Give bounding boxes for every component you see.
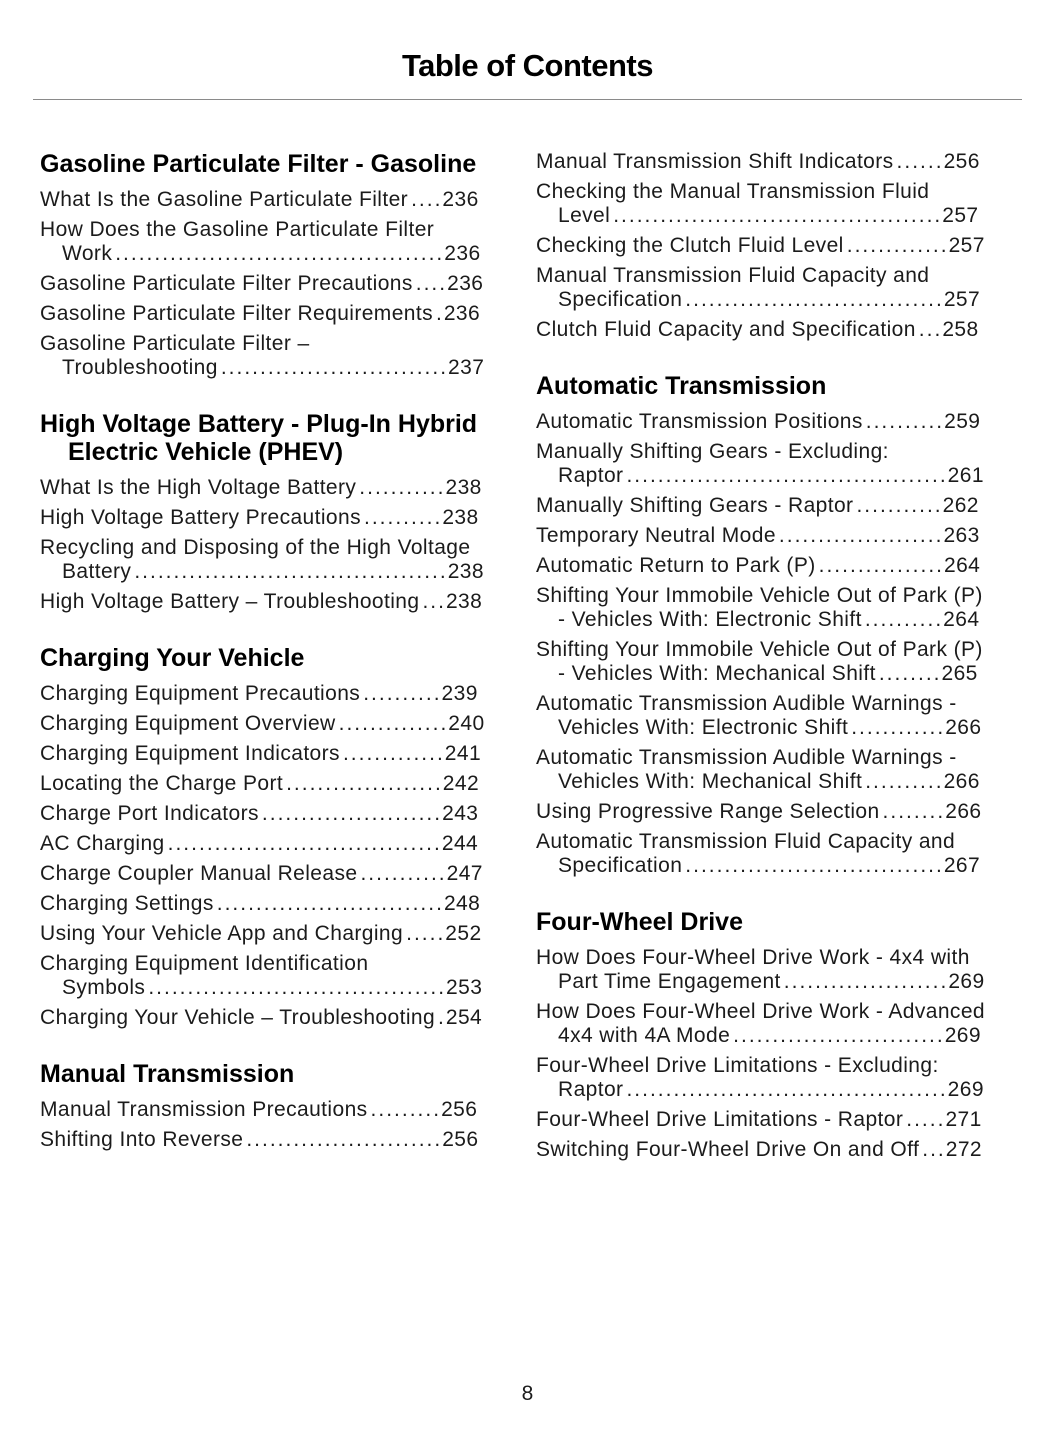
toc-entry-page: 259 bbox=[944, 410, 981, 433]
toc-entry bbox=[40, 506, 485, 530]
toc-entry-page: 254 bbox=[445, 1006, 483, 1029]
toc-entry bbox=[40, 272, 485, 296]
toc-entry-title: High Voltage Battery Precautions bbox=[40, 506, 361, 529]
dot-leader: ......... bbox=[370, 1098, 442, 1121]
toc-entry-title: Checking the Clutch Fluid Level bbox=[536, 234, 844, 257]
toc-section bbox=[536, 908, 985, 1162]
toc-entry bbox=[536, 264, 985, 312]
toc-section bbox=[536, 372, 985, 878]
toc-entry-page: 242 bbox=[442, 772, 480, 795]
section-heading: Automatic Transmission bbox=[536, 372, 827, 400]
toc-entry bbox=[536, 1138, 985, 1162]
toc-entry-page: 256 bbox=[441, 1098, 478, 1121]
toc-section bbox=[40, 644, 485, 1030]
toc-entry-page: 256 bbox=[442, 1128, 479, 1151]
toc-entry-title: Automatic Return to Park (P) bbox=[536, 554, 816, 577]
toc-entry-page: 269 bbox=[948, 970, 985, 993]
toc-entry-title: Manually Shifting Gears - Excluding: Raptor bbox=[536, 440, 889, 487]
toc-entry-title: Charging Your Vehicle – Troubleshooting bbox=[40, 1006, 436, 1029]
dot-leader: ......................... bbox=[246, 1128, 443, 1151]
dot-leader: ..... bbox=[406, 922, 446, 945]
dot-leader: ......................................... bbox=[626, 1078, 948, 1101]
toc-entry-page: 238 bbox=[445, 590, 483, 613]
toc-entry bbox=[536, 440, 985, 488]
toc-columns bbox=[0, 100, 1055, 1168]
dot-leader: .......................................... bbox=[613, 204, 943, 227]
toc-entry-page: 256 bbox=[943, 150, 980, 173]
toc-entry-page: 239 bbox=[441, 682, 478, 705]
toc-entry-title: What Is the High Voltage Battery bbox=[40, 476, 357, 499]
toc-entry bbox=[536, 554, 985, 578]
toc-section bbox=[40, 410, 485, 614]
toc-entry-page: 236 bbox=[443, 302, 481, 325]
dot-leader: ...... bbox=[896, 150, 944, 173]
dot-leader: ..................... bbox=[783, 970, 949, 993]
toc-entry bbox=[536, 946, 985, 994]
toc-entry-page: 238 bbox=[445, 476, 482, 499]
dot-leader: ... bbox=[922, 1138, 946, 1161]
toc-entry-page: 257 bbox=[943, 288, 981, 311]
toc-entry bbox=[536, 494, 985, 518]
toc-entry-title: Manually Shifting Gears - Raptor bbox=[536, 494, 854, 517]
toc-entry bbox=[40, 832, 485, 856]
toc-entry-title: Automatic Transmission Audible Warnings - Vehicles With: Electronic Shift bbox=[536, 692, 957, 739]
toc-entry-title: Four-Wheel Drive Limitations - Excluding: Raptor bbox=[536, 1054, 939, 1101]
dot-leader: .......... bbox=[363, 682, 442, 705]
toc-entry-title: Clutch Fluid Capacity and Specification bbox=[536, 318, 916, 341]
toc-entry-title: Gasoline Particulate Filter – Troubleshooting bbox=[40, 332, 310, 379]
section-heading: Charging Your Vehicle bbox=[40, 644, 305, 672]
toc-entry-page: 243 bbox=[442, 802, 479, 825]
toc-entry-title: Charging Equipment Precautions bbox=[40, 682, 361, 705]
toc-entry-title: Using Progressive Range Selection bbox=[536, 800, 880, 823]
dot-leader: ............ bbox=[851, 716, 946, 739]
toc-entry bbox=[40, 892, 485, 916]
dot-leader: ................ bbox=[818, 554, 944, 577]
dot-leader: ............................. bbox=[220, 356, 449, 379]
toc-entry-title: Manual Transmission Fluid Capacity and Specification bbox=[536, 264, 930, 311]
dot-leader: ....................... bbox=[261, 802, 443, 825]
dot-leader: ......................................... bbox=[626, 464, 948, 487]
toc-entry-page: 236 bbox=[447, 272, 484, 295]
toc-entry-page: 264 bbox=[943, 608, 980, 631]
section-heading: High Voltage Battery - Plug-In Hybrid Electric Vehicle (PHEV) bbox=[40, 410, 478, 466]
dot-leader: ..... bbox=[906, 1108, 946, 1131]
toc-entry bbox=[536, 410, 985, 434]
toc-entry bbox=[536, 830, 985, 878]
section-heading: Four-Wheel Drive bbox=[536, 908, 743, 936]
toc-entry-page: 248 bbox=[443, 892, 481, 915]
toc-entry bbox=[40, 302, 485, 326]
toc-entry-page: 238 bbox=[447, 560, 484, 583]
toc-section bbox=[40, 150, 485, 380]
toc-entry-page: 263 bbox=[943, 524, 980, 547]
toc-entry bbox=[40, 1006, 485, 1030]
toc-entry-page: 241 bbox=[444, 742, 482, 765]
toc-entry-title: Shifting Into Reverse bbox=[40, 1128, 244, 1151]
toc-entry-title: Automatic Transmission Fluid Capacity and Specification bbox=[536, 830, 956, 877]
page-title: Table of Contents bbox=[402, 48, 653, 83]
toc-entry bbox=[40, 682, 485, 706]
toc-entry bbox=[40, 802, 485, 826]
toc-entry bbox=[536, 150, 985, 174]
toc-section bbox=[536, 150, 985, 342]
dot-leader: .......... bbox=[865, 770, 944, 793]
toc-entry-title: Charging Equipment Identification Symbols bbox=[40, 952, 369, 999]
toc-entry-title: Automatic Transmission Audible Warnings - Vehicles With: Mechanical Shift bbox=[536, 746, 957, 793]
toc-entry-title: Gasoline Particulate Filter Precautions bbox=[40, 272, 413, 295]
dot-leader: ................................. bbox=[685, 854, 944, 877]
toc-entry bbox=[40, 862, 485, 886]
toc-entry bbox=[40, 922, 485, 946]
toc-entry-title: Temporary Neutral Mode bbox=[536, 524, 776, 547]
toc-entry-title: AC Charging bbox=[40, 832, 165, 855]
toc-entry-title: Charge Coupler Manual Release bbox=[40, 862, 358, 885]
dot-leader: .... bbox=[411, 188, 443, 211]
toc-entry-page: 271 bbox=[945, 1108, 982, 1131]
toc-entry bbox=[40, 712, 485, 736]
toc-entry-title: Recycling and Disposing of the High Voltage Battery bbox=[40, 536, 471, 583]
toc-entry bbox=[40, 536, 485, 584]
dot-leader: ...................................... bbox=[148, 976, 447, 999]
toc-entry bbox=[536, 318, 985, 342]
toc-entry bbox=[536, 638, 985, 686]
toc-entry-page: 236 bbox=[442, 188, 479, 211]
dot-leader: .............. bbox=[338, 712, 449, 735]
toc-entry-title: Four-Wheel Drive Limitations - Raptor bbox=[536, 1108, 904, 1131]
toc-entry-page: 266 bbox=[945, 716, 982, 739]
toc-entry-title: Checking the Manual Transmission Fluid Level bbox=[536, 180, 930, 227]
toc-entry bbox=[40, 1128, 485, 1152]
toc-entry-title: Manual Transmission Shift Indicators bbox=[536, 150, 894, 173]
toc-entry bbox=[40, 188, 485, 212]
toc-entry-title: Manual Transmission Precautions bbox=[40, 1098, 368, 1121]
dot-leader: ................................... bbox=[167, 832, 442, 855]
toc-entry bbox=[40, 1098, 485, 1122]
toc-entry-page: 267 bbox=[943, 854, 981, 877]
toc-entry-title: Charge Port Indicators bbox=[40, 802, 259, 825]
toc-entry-title: Automatic Transmission Positions bbox=[536, 410, 863, 433]
toc-entry-page: 272 bbox=[945, 1138, 982, 1161]
dot-leader: ............. bbox=[846, 234, 949, 257]
toc-entry-page: 262 bbox=[942, 494, 979, 517]
toc-entry-title: Charging Equipment Overview bbox=[40, 712, 336, 735]
toc-entry-page: 261 bbox=[947, 464, 984, 487]
toc-entry-title: Switching Four-Wheel Drive On and Off bbox=[536, 1138, 920, 1161]
dot-leader: .......... bbox=[864, 608, 944, 631]
dot-leader: ........................... bbox=[733, 1024, 945, 1047]
toc-entry-page: 252 bbox=[445, 922, 482, 945]
dot-leader: ............................. bbox=[216, 892, 444, 915]
toc-entry-page: 253 bbox=[446, 976, 483, 999]
dot-leader: . bbox=[438, 1006, 446, 1029]
toc-entry-title: How Does Four-Wheel Drive Work - 4x4 with Part Time Engagement bbox=[536, 946, 970, 993]
toc-entry bbox=[536, 692, 985, 740]
dot-leader: . bbox=[436, 302, 444, 325]
dot-leader: ... bbox=[918, 318, 943, 341]
toc-entry-page: 247 bbox=[446, 862, 483, 885]
toc-entry-title: Shifting Your Immobile Vehicle Out of Park (P) - Vehicles With: Electronic Shift bbox=[536, 584, 983, 631]
toc-entry bbox=[40, 772, 485, 796]
dot-leader: .................... bbox=[286, 772, 443, 795]
toc-entry-title: How Does the Gasoline Particulate Filter Work bbox=[40, 218, 435, 265]
toc-entry-page: 264 bbox=[944, 554, 981, 577]
section-heading: Gasoline Particulate Filter - Gasoline bbox=[40, 150, 477, 178]
toc-entry-page: 244 bbox=[441, 832, 479, 855]
dot-leader: ........ bbox=[882, 800, 946, 823]
toc-entry-page: 240 bbox=[448, 712, 485, 735]
toc-entry bbox=[536, 180, 985, 228]
toc-entry-page: 238 bbox=[442, 506, 479, 529]
dot-leader: ........ bbox=[878, 662, 942, 685]
toc-entry bbox=[536, 524, 985, 548]
section-heading: Manual Transmission bbox=[40, 1060, 295, 1088]
toc-entry bbox=[40, 476, 485, 500]
dot-leader: ..................... bbox=[778, 524, 944, 547]
toc-entry-page: 236 bbox=[444, 242, 481, 265]
toc-entry bbox=[536, 1054, 985, 1102]
toc-entry-page: 265 bbox=[941, 662, 978, 685]
toc-entry bbox=[536, 1000, 985, 1048]
page-number: 8 bbox=[521, 1382, 534, 1405]
toc-entry-title: How Does Four-Wheel Drive Work - Advanced 4x4 with 4A Mode bbox=[536, 1000, 985, 1047]
toc-section bbox=[40, 1060, 485, 1152]
dot-leader: .......... bbox=[865, 410, 945, 433]
toc-entry bbox=[40, 332, 485, 380]
toc-entry-title: Gasoline Particulate Filter Requirements bbox=[40, 302, 433, 325]
toc-entry bbox=[536, 234, 985, 258]
toc-entry bbox=[536, 1108, 985, 1132]
dot-leader: .......... bbox=[363, 506, 443, 529]
dot-leader: ........... bbox=[856, 494, 943, 517]
dot-leader: .......................................... bbox=[115, 242, 445, 265]
toc-entry-title: Shifting Your Immobile Vehicle Out of Park (P) - Vehicles With: Mechanical Shift bbox=[536, 638, 983, 685]
dot-leader: ............. bbox=[342, 742, 445, 765]
toc-entry-page: 257 bbox=[942, 204, 979, 227]
dot-leader: .... bbox=[415, 272, 448, 295]
dot-leader: ........... bbox=[359, 476, 446, 499]
toc-entry-title: Locating the Charge Port bbox=[40, 772, 284, 795]
toc-entry-page: 269 bbox=[944, 1024, 981, 1047]
toc-entry bbox=[40, 742, 485, 766]
toc-column-left bbox=[40, 150, 485, 1168]
toc-entry-title: What Is the Gasoline Particulate Filter bbox=[40, 188, 409, 211]
toc-entry-title: Charging Settings bbox=[40, 892, 214, 915]
toc-entry-page: 269 bbox=[947, 1078, 984, 1101]
toc-entry bbox=[536, 800, 985, 824]
toc-entry-title: High Voltage Battery – Troubleshooting bbox=[40, 590, 420, 613]
toc-entry bbox=[536, 584, 985, 632]
dot-leader: ... bbox=[422, 590, 446, 613]
dot-leader: ........................................ bbox=[134, 560, 448, 583]
toc-entry-title: Charging Equipment Indicators bbox=[40, 742, 340, 765]
toc-entry bbox=[40, 218, 485, 266]
toc-entry-title: Using Your Vehicle App and Charging bbox=[40, 922, 404, 945]
toc-column-right bbox=[536, 150, 985, 1168]
dot-leader: ........... bbox=[360, 862, 447, 885]
dot-leader: ................................. bbox=[685, 288, 944, 311]
toc-entry bbox=[40, 590, 485, 614]
toc-entry bbox=[536, 746, 985, 794]
toc-entry-page: 266 bbox=[945, 800, 982, 823]
toc-entry-page: 237 bbox=[448, 356, 485, 379]
toc-entry-page: 266 bbox=[943, 770, 980, 793]
toc-entry-page: 257 bbox=[948, 234, 985, 257]
toc-entry bbox=[40, 952, 485, 1000]
toc-entry-page: 258 bbox=[942, 318, 979, 341]
